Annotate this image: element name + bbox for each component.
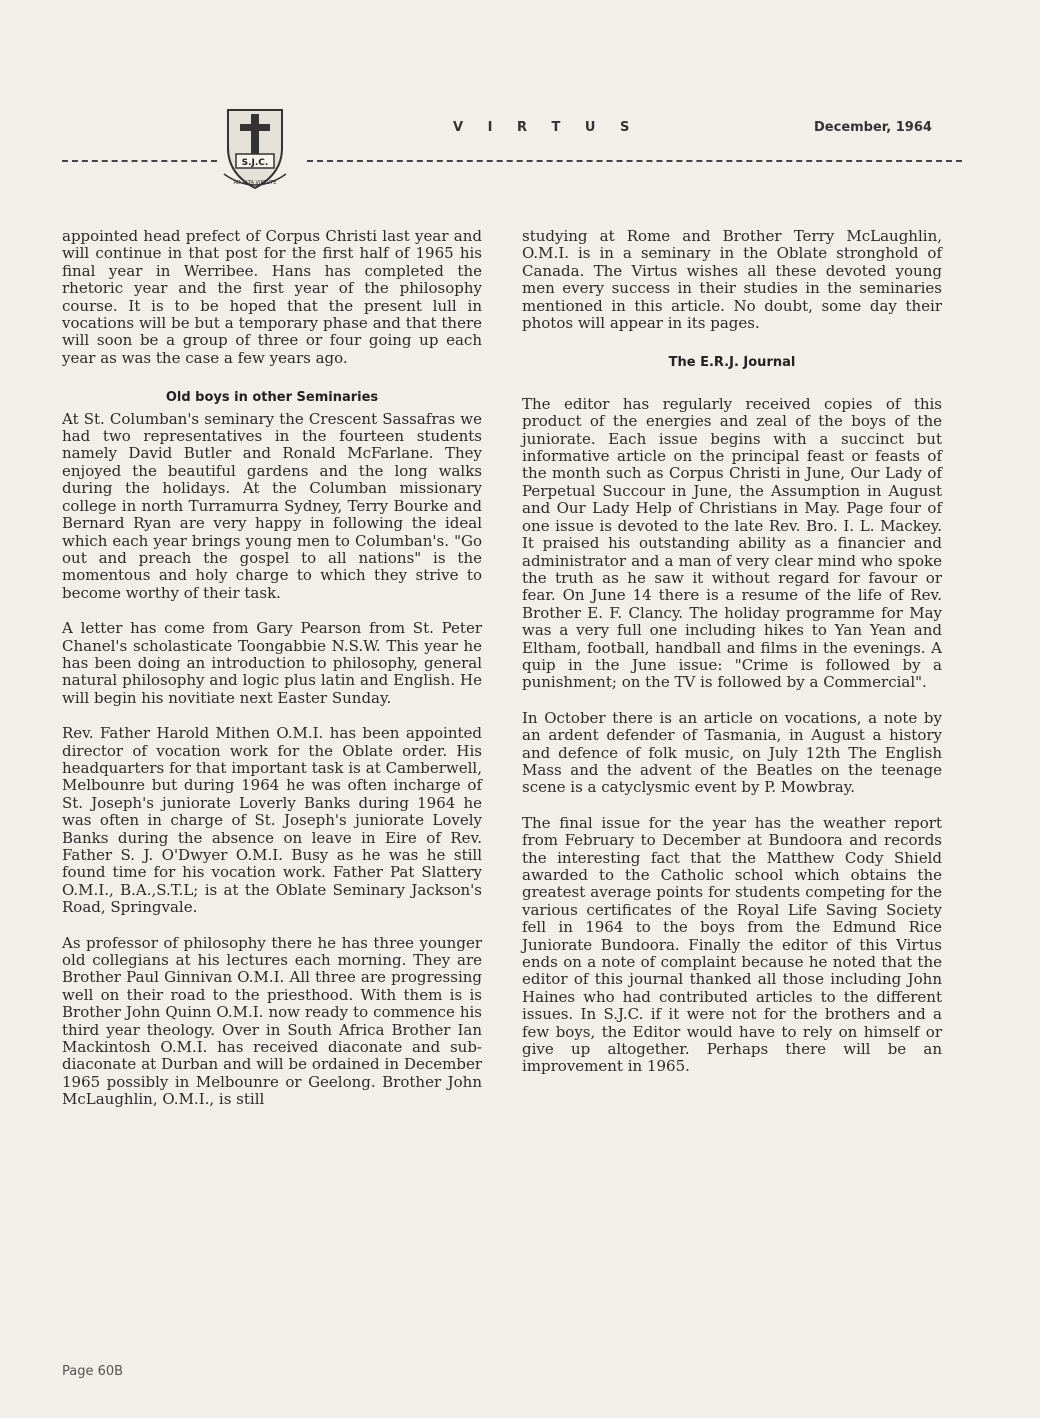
- page-header: [62, 104, 962, 194]
- right-column: [522, 228, 942, 1094]
- masthead-title: V I R T U S: [453, 120, 640, 135]
- left-paragraph-4: Rev. Father Harold Mithen O.M.I. has been appointed director of vocation work for the Oblate order. His headquarters for that important task is at Camberwell, Melbounre but during 1964 he was often incharge of St. Joseph's juniorate Loverly Banks during 1964 he was often in charge of St. Joseph's juniorate Lovely Banks during the absence on leave in Eire of Rev. Father S. J. O'Dwyer O.M.I. Busy as he was he still found time for his vocation work. Father Pat Slattery O.M.I., B.A.,S.T.L; is at the Oblate Seminary Jackson's Road, Springvale.: [62, 724, 482, 917]
- left-paragraph-1: appointed head prefect of Corpus Christi last year and will continue in that post for the first half of 1965 his final year in Werribee. Hans has completed the rhetoric year and the first year of the philosophy course. It is to be hoped that the present lull in vocations will be but a temporary phase and that there will soon be a group of three or four going up each year as was the case a few years ago.: [62, 227, 482, 367]
- right-paragraph-3: In October there is an article on vocations, a note by an ardent defender of Tasmania, in August a history and defence of folk music, on July 12th The English Mass and the advent of the Beatles on the teenage scene is a catyclysmic event by P. Mowbray.: [522, 708, 942, 797]
- page-number: Page 60B: [62, 1364, 124, 1379]
- left-paragraph-3: A letter has come from Gary Pearson from St. Peter Chanel's scholasticate Toongabbie N.S.W. This year he has been doing an introduction to philosophy, general natural philosophy and logic plus latin and English. He will begin his novitiate next Easter Sunday.: [62, 619, 482, 707]
- left-paragraph-2: At St. Columban's seminary the Crescent Sassafras we had two representatives in the fourteen students namely David Butler and Ronald McFarlane. They enjoyed the beautiful gardens and the long walks during the holidays. At the Columban missionary college in north Turramurra Sydney, Terry Bourke and Bernard Ryan are very happy in following the ideal which each year brings young men to Columban's. "Go out and preach the gospel to all nations" is the momentous and holy charge to which they strive to become worthy of their task.: [62, 409, 482, 602]
- svg-text:S.J.C.: S.J.C.: [241, 158, 269, 168]
- section-heading-erj-journal: The E.R.J. Journal: [668, 355, 796, 371]
- right-paragraph-1: studying at Rome and Brother Terry McLaughlin, O.M.I. is in a seminary in the Oblate stronghold of Canada. The Virtus wishes all these devoted young men every success in their studies in the seminaries mentioned in this article. No doubt, some day their photos will appear in its pages.: [522, 227, 942, 333]
- left-column: [62, 228, 482, 1127]
- right-paragraph-4: The final issue for the year has the weather report from February to December at Bundoora and records the interesting fact that the Matthew Cody Shield awarded to the Catholic school which obtains the greatest average points for students competing for the various certificates of the Royal Life Saving Society fell in 1964 to the boys from the Edmund Rice Juniorate Bundoora. Finally the editor of this Virtus ends on a note of complaint because he noted that the editor of this journal thanked all those including John Haines who had contributed articles to the different issues. In S.J.C. if it were not for the brothers and a few boys, the Editor would have to rely on himself or give up altogether. Perhaps there will be an improvement in 1965.: [522, 813, 942, 1076]
- section-heading-old-boys: Old boys in other Seminaries: [165, 390, 379, 406]
- header-rule-right: [307, 160, 962, 162]
- right-paragraph-2: The editor has regularly received copies of this product of the energies and zeal of the boys of the juniorate. Each issue begins with a succinct but informative article on the principal feast or feasts of the month such as Corpus Christi in June, Our Lady of Perpetual Succour in June, the Assumption in August and Our Lady Help of Christians in May. Page four of one issue is devoted to the late Rev. Bro. I. L. Mackey. It praised his outstanding ability as a financier and administrator and a man of very clear mind who spoke the truth as he saw it without regard for favour or fear. On June 14 there is a resume of the life of Rev. Brother E. F. Clancy. The holiday programme for May was a very full one including hikes to Yan Yean and Eltham, football, handball and films in the evenings. A quip in the June issue: "Crime is followed by a punishment; on the TV is followed by a Commercial".: [522, 394, 942, 692]
- left-paragraph-5: As professor of philosophy there he has three younger old collegians at his lectures each morning. They are Brother Paul Ginnivan O.M.I. All three are progressing well on their road to the priesthood. With them is is Brother John Quinn O.M.I. now ready to commence his third year theology. Over in South Africa Brother Ian Mackintosh O.M.I. has received diaconate and sub-diaconate at Durban and will be ordained in December 1965 possibly in Melbounre or Geelong. Brother John McLaughlin, O.M.I., is still: [62, 933, 482, 1109]
- crest-logo: [220, 104, 290, 192]
- issue-date: December, 1964: [814, 120, 932, 135]
- svg-text:AD ALTA VIRTUTE: AD ALTA VIRTUTE: [233, 180, 277, 186]
- header-rule-left: [62, 160, 217, 162]
